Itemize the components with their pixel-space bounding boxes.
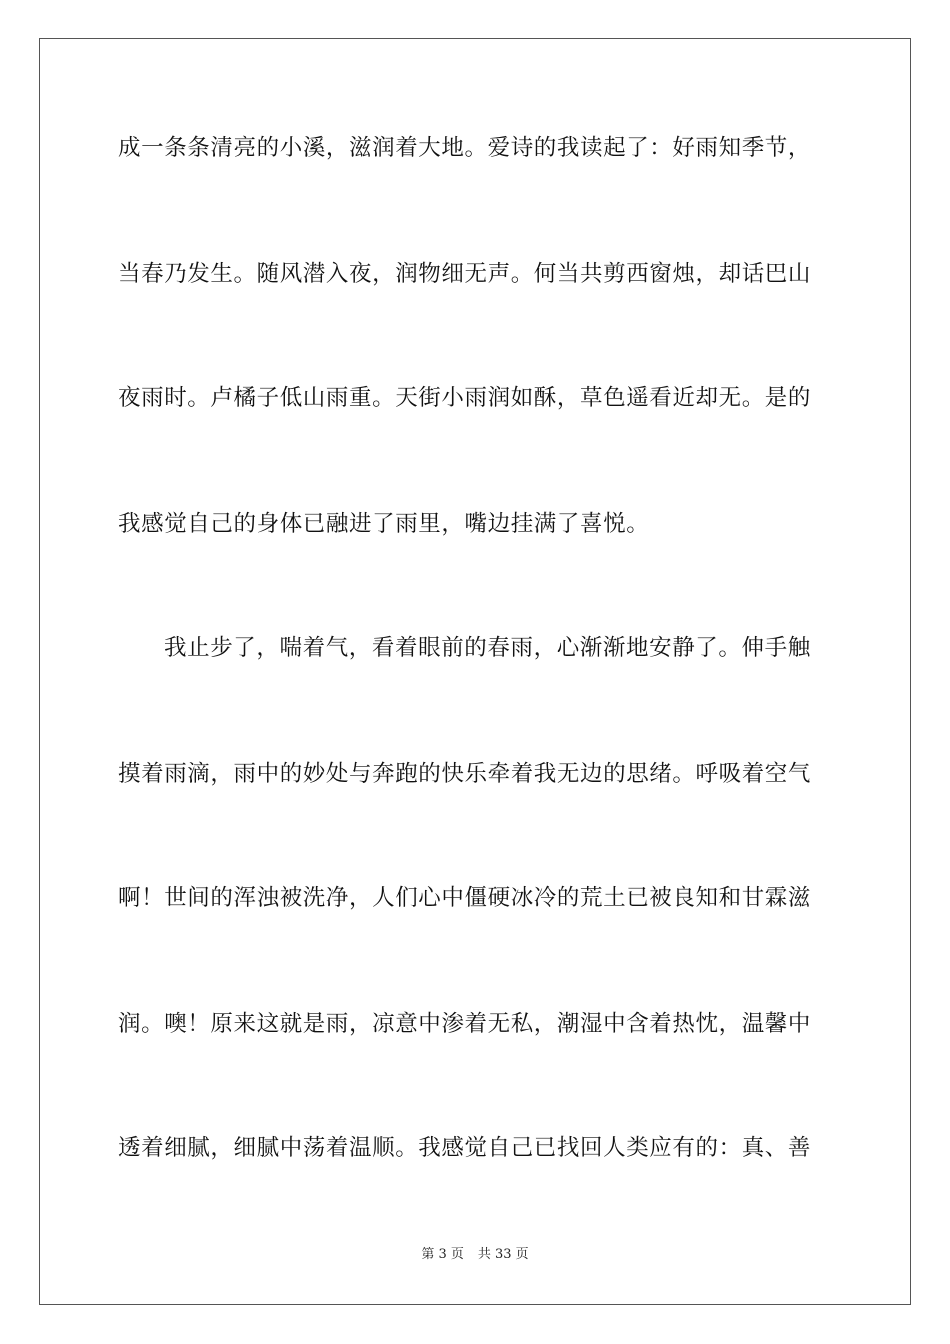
paragraph-line-2: 当春乃发生。随风潜入夜，润物细无声。何当共剪西窗烛，却话巴山 [118,261,812,287]
page-border [39,38,911,1305]
paragraph-line-4: 我感觉自己的身体已融进了雨里，嘴边挂满了喜悦。 [118,511,650,537]
paragraph-line-6: 摸着雨滴，雨中的妙处与奔跑的快乐牵着我无边的思绪。呼吸着空气 [118,761,812,787]
paragraph-line-1: 成一条条清亮的小溪，滋润着大地。爱诗的我读起了：好雨知季节， [118,135,812,161]
paragraph-line-8: 润。噢！原来这就是雨，凉意中渗着无私，潮湿中含着热忱，温馨中 [118,1011,812,1037]
page-footer [0,1247,950,1263]
paragraph-line-5: 我止步了，喘着气，看着眼前的春雨，心渐渐地安静了。伸手触 [164,635,811,661]
paragraph-line-9: 透着细腻，细腻中荡着温顺。我感觉自己已找回人类应有的：真、善 [118,1135,812,1161]
page-number: 第 3 页 [421,1247,464,1262]
page-total: 共 33 页 [477,1247,529,1262]
paragraph-line-7: 啊！世间的浑浊被洗净，人们心中僵硬冰冷的荒土已被良知和甘霖滋 [118,885,812,911]
paragraph-line-3: 夜雨时。卢橘子低山雨重。天街小雨润如酥，草色遥看近却无。是的 [118,385,812,411]
